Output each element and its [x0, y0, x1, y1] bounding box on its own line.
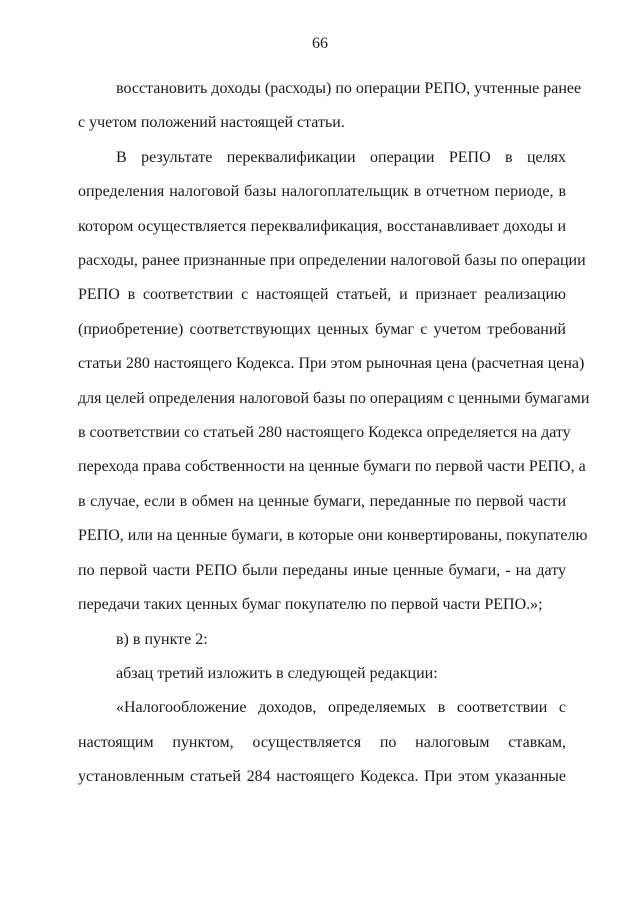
text-line: установленным статьей 284 настоящего Кодекса. При этом указанные [78, 768, 566, 786]
text-line: В результате переквалификации операции РЕПО в целях [116, 148, 566, 166]
text-line: в случае, если в обмен на ценные бумаги, переданные по первой части [78, 492, 566, 510]
text-line: передачи таких ценных бумаг покупателю по первой части РЕПО.»; [78, 596, 543, 614]
text-line: «Налогообложение доходов, определяемых в соответствии с [116, 699, 566, 717]
text-line: по первой части РЕПО были переданы иные ценные бумаги, - на дату [78, 561, 566, 579]
text-line: с учетом положений настоящей статьи. [78, 114, 345, 132]
text-line: РЕПО в соответствии с настоящей статьей, и признает реализацию [78, 286, 566, 304]
page-number: 66 [312, 35, 328, 52]
text-line: в) в пункте 2: [116, 630, 208, 648]
text-line: котором осуществляется переквалификация, восстанавливает доходы и [78, 217, 566, 235]
text-line: РЕПО, или на ценные бумаги, в которые они конвертированы, покупателю [78, 527, 588, 545]
text-line: настоящим пунктом, осуществляется по налоговым ставкам, [78, 733, 566, 751]
text-line: определения налоговой базы налогоплательщик в отчетном периоде, в [78, 183, 566, 201]
text-line: абзац третий изложить в следующей редакции: [116, 664, 438, 682]
text-line: восстановить доходы (расходы) по операции РЕПО, учтенные ранее [116, 80, 582, 97]
text-line: перехода права собственности на ценные бумаги по первой части РЕПО, а [78, 458, 586, 476]
text-line: статьи 280 настоящего Кодекса. При этом рыночная цена (расчетная цена) [78, 355, 585, 373]
text-line: расходы, ранее признанные при определении налоговой базы по операции [78, 252, 586, 270]
body-text [78, 72, 590, 795]
text-line: в соответствии со статьей 280 настоящего Кодекса определяется на дату [78, 424, 571, 442]
text-line: (приобретение) соответствующих ценных бумаг с учетом требований [78, 320, 566, 338]
text-line: для целей определения налоговой базы по операциям с ценными бумагами [78, 389, 590, 407]
